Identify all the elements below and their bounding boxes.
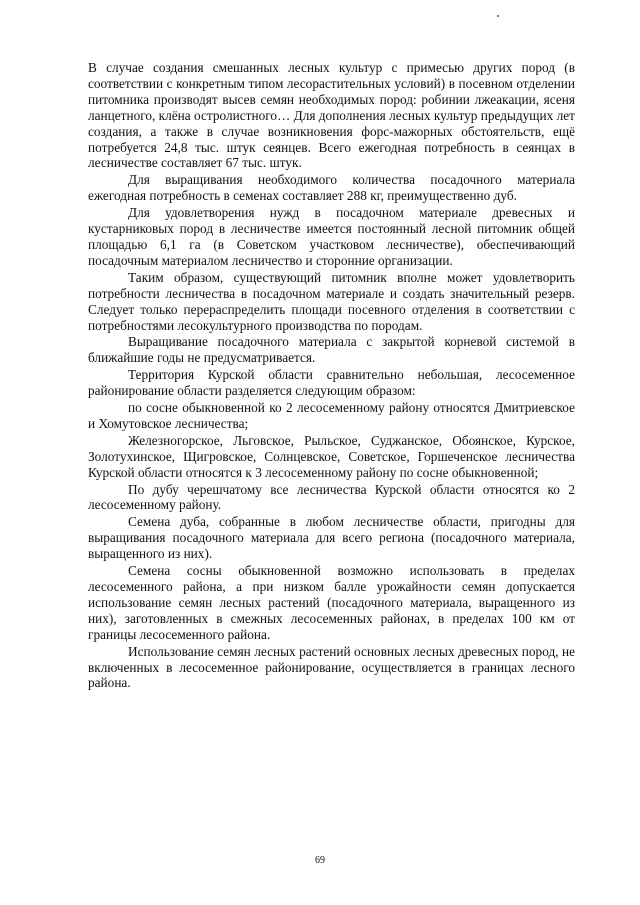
- paragraph-oak-zone: По дубу черешчатому все лесничества Курской области относятся ко 2 лесосеменному району.: [88, 481, 575, 513]
- paragraph-reserve: Таким образом, существующий питомник вполне может удовлетворить потребности лесничества в посадочном материале и создать значительный резерв. Следует только перераспределить площади посевного отделения в соответствии с потребностями лесокультурного производства по породам.: [88, 269, 575, 333]
- paragraph-nursery: Для удовлетворения нужд в посадочном материале древесных и кустарниковых пород в лесничестве имеется постоянный лесной питомник общей площадью 6,1 га (в Советском участковом лесничестве), обеспечивающий посадочным материалом лесничество и сторонние организации.: [88, 205, 575, 268]
- document-body: [88, 60, 575, 692]
- paragraph-seed-demand: Для выращивания необходимого количества посадочного материала ежегодная потребность в семенах составляет 288 кг, преимущественно дуб.: [88, 172, 575, 204]
- page-number: 69: [315, 855, 325, 866]
- scan-speck: [497, 15, 499, 17]
- paragraph-pine-zone-3: Железногорское, Льговское, Рыльское, Суджанское, Обоянское, Курское, Золотухинское, Щигровское, Солнцевское, Советское, Горшеченское лесничества Курской области относятся к 3 лесосеменному району по сосне обыкновенной;: [88, 432, 575, 480]
- paragraph-zoning-intro: Территория Курской области сравнительно небольшая, лесосеменное районирование области разделяется следующим образом:: [88, 367, 575, 399]
- paragraph-oak-seeds: Семена дуба, собранные в любом лесничестве области, пригодны для выращивания посадочного материала для всего региона (посадочного материала, выращенного из них).: [88, 514, 575, 562]
- paragraph-mixed-cultures: В случае создания смешанных лесных культур с примесью других пород (в соответствии с конкретным типом лесорастительных условий) в посевном отделении питомника производят высев семян необходимых пород: робинии лжеакации, ясеня ланцетного, клёна остролистного… Для дополнения лесных культур предыдущих лет создания, а также в случае возникновения форс-мажорных обстоятельств, ещё потребуется 24,8 тыс. штук сеянцев. Всего ежегодная потребность в сеянцах в лесничестве составляет 67 тыс. штук.: [88, 60, 575, 171]
- paragraph-closed-root: Выращивание посадочного материала с закрытой корневой системой в ближайшие годы не предусматривается.: [88, 334, 575, 366]
- paragraph-pine-zone-2: по сосне обыкновенной ко 2 лесосеменному району относятся Дмитриевское и Хомутовское лесничества;: [88, 400, 575, 431]
- paragraph-other-seeds: Использование семян лесных растений основных лесных древесных пород, не включенных в лесосеменное районирование, осуществляется в границах лесного района.: [88, 643, 575, 691]
- paragraph-pine-seeds: Семена сосны обыкновенной возможно использовать в пределах лесосеменного района, а при низком балле урожайности семян допускается использование семян лесных растений (посадочного материала, выращенного из них), заготовленных в смежных лесосеменных районах, в пределах 100 км от границы лесосеменного района.: [88, 563, 575, 642]
